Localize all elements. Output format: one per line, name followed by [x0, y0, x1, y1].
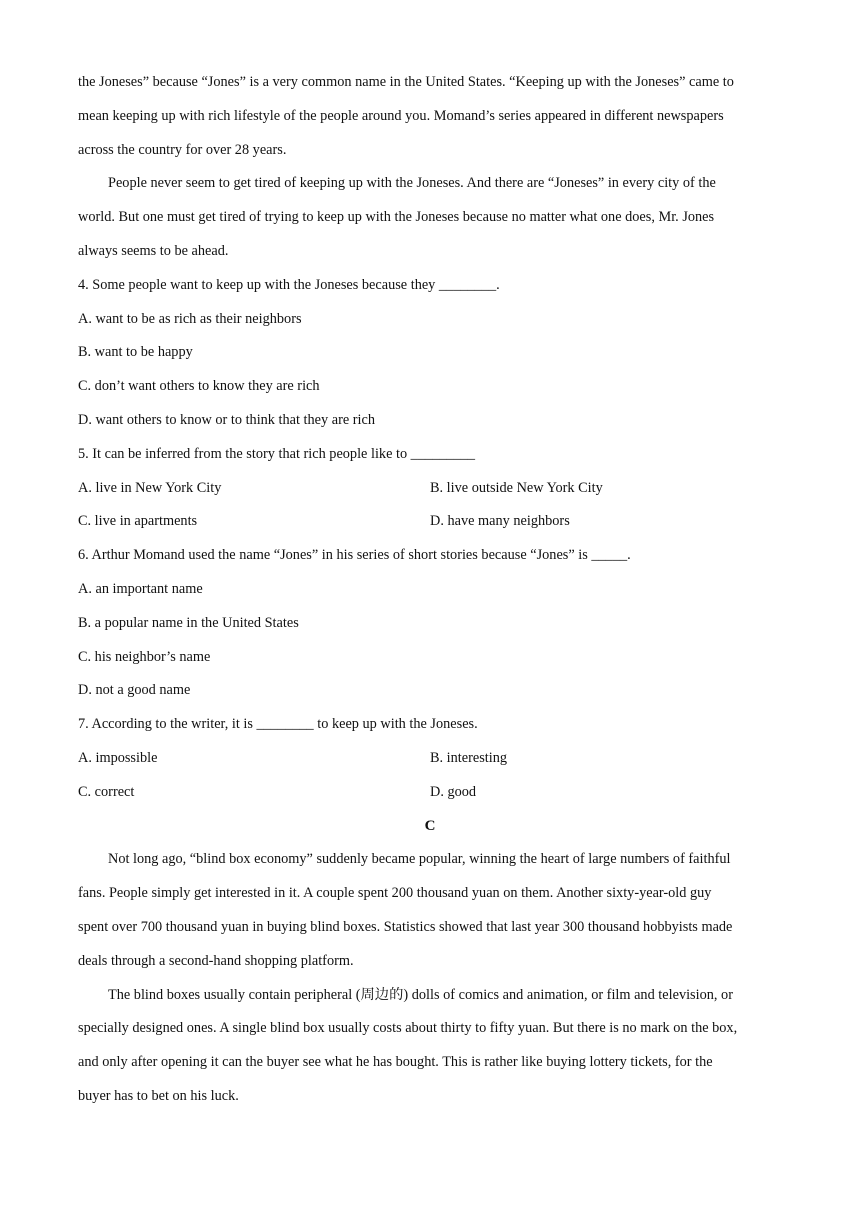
question-5 — [78, 438, 782, 539]
option-d: D. good — [430, 783, 477, 800]
text-line: the Joneses” because “Jones” is a very common name in the United States. “Keeping up with the Joneses” came to — [78, 74, 734, 90]
passage-b-paragraph-1 — [78, 66, 782, 167]
text-line: The blind boxes usually contain peripheral (周边的) dolls of comics and animation, or film and television, or — [108, 986, 733, 1003]
option-a: A. an important name — [78, 580, 203, 597]
question-4 — [78, 269, 782, 438]
passage-c-paragraph-2 — [78, 979, 782, 1114]
options-row — [78, 742, 782, 776]
text-line: world. But one must get tired of trying to keep up with the Joneses because no matter what one does, Mr. Jones — [78, 209, 715, 226]
text-line: always seems to be ahead. — [78, 242, 229, 259]
option-c: C. his neighbor’s name — [78, 648, 211, 665]
options-row — [78, 776, 782, 810]
question-7 — [78, 708, 782, 809]
question-stem: 4. Some people want to keep up with the Joneses because they ________. — [78, 276, 500, 293]
option-b: B. want to be happy — [78, 344, 193, 361]
option-c: C. don’t want others to know they are rich — [78, 378, 320, 395]
section-heading: C — [424, 817, 436, 834]
question-stem: 7. According to the writer, it is ________ to keep up with the Joneses. — [78, 716, 478, 733]
options-row — [78, 472, 782, 506]
question-stem: 5. It can be inferred from the story that rich people like to _________ — [78, 445, 476, 462]
question-stem: 6. Arthur Momand used the name “Jones” in his series of short stories because “Jones” is _____. — [78, 547, 631, 564]
text-line: spent over 700 thousand yuan in buying blind boxes. Statistics showed that last year 300 thousand hobbyists made — [78, 918, 733, 935]
text-line: and only after opening it can the buyer see what he has bought. This is rather like buying lottery tickets, for the — [78, 1054, 713, 1071]
text-line: mean keeping up with rich lifestyle of the people around you. Momand’s series appeared in different newspapers — [78, 107, 724, 124]
option-a: A. live in New York City — [78, 479, 222, 496]
text-line: specially designed ones. A single blind box usually costs about thirty to fifty yuan. But there is no mark on the box, — [78, 1020, 738, 1037]
option-a: A. impossible — [78, 749, 158, 766]
option-b: B. interesting — [430, 749, 508, 766]
text-line: across the country for over 28 years. — [78, 141, 287, 158]
text-line: buyer has to bet on his luck. — [78, 1087, 239, 1104]
text-line: Not long ago, “blind box economy” suddenly became popular, winning the heart of large numbers of faithful — [108, 851, 731, 868]
option-d: D. not a good name — [78, 682, 191, 699]
option-d: D. have many neighbors — [430, 513, 570, 530]
options-row — [78, 505, 782, 539]
text-line: fans. People simply get interested in it. A couple spent 200 thousand yuan on them. Another sixty-year-old guy — [78, 885, 712, 902]
option-b: B. live outside New York City — [430, 479, 603, 496]
text-line: deals through a second-hand shopping platform. — [78, 952, 354, 969]
option-c: C. correct — [78, 783, 135, 800]
text-line: People never seem to get tired of keeping up with the Joneses. And there are “Joneses” in every city of the — [108, 175, 716, 192]
option-c: C. live in apartments — [78, 513, 198, 530]
option-b: B. a popular name in the United States — [78, 614, 299, 631]
passage-b-paragraph-2 — [78, 167, 782, 268]
question-6 — [78, 539, 782, 708]
passage-c-paragraph-1 — [78, 843, 782, 978]
document-body — [78, 66, 782, 1114]
option-d: D. want others to know or to think that they are rich — [78, 411, 375, 428]
option-a: A. want to be as rich as their neighbors — [78, 310, 302, 327]
